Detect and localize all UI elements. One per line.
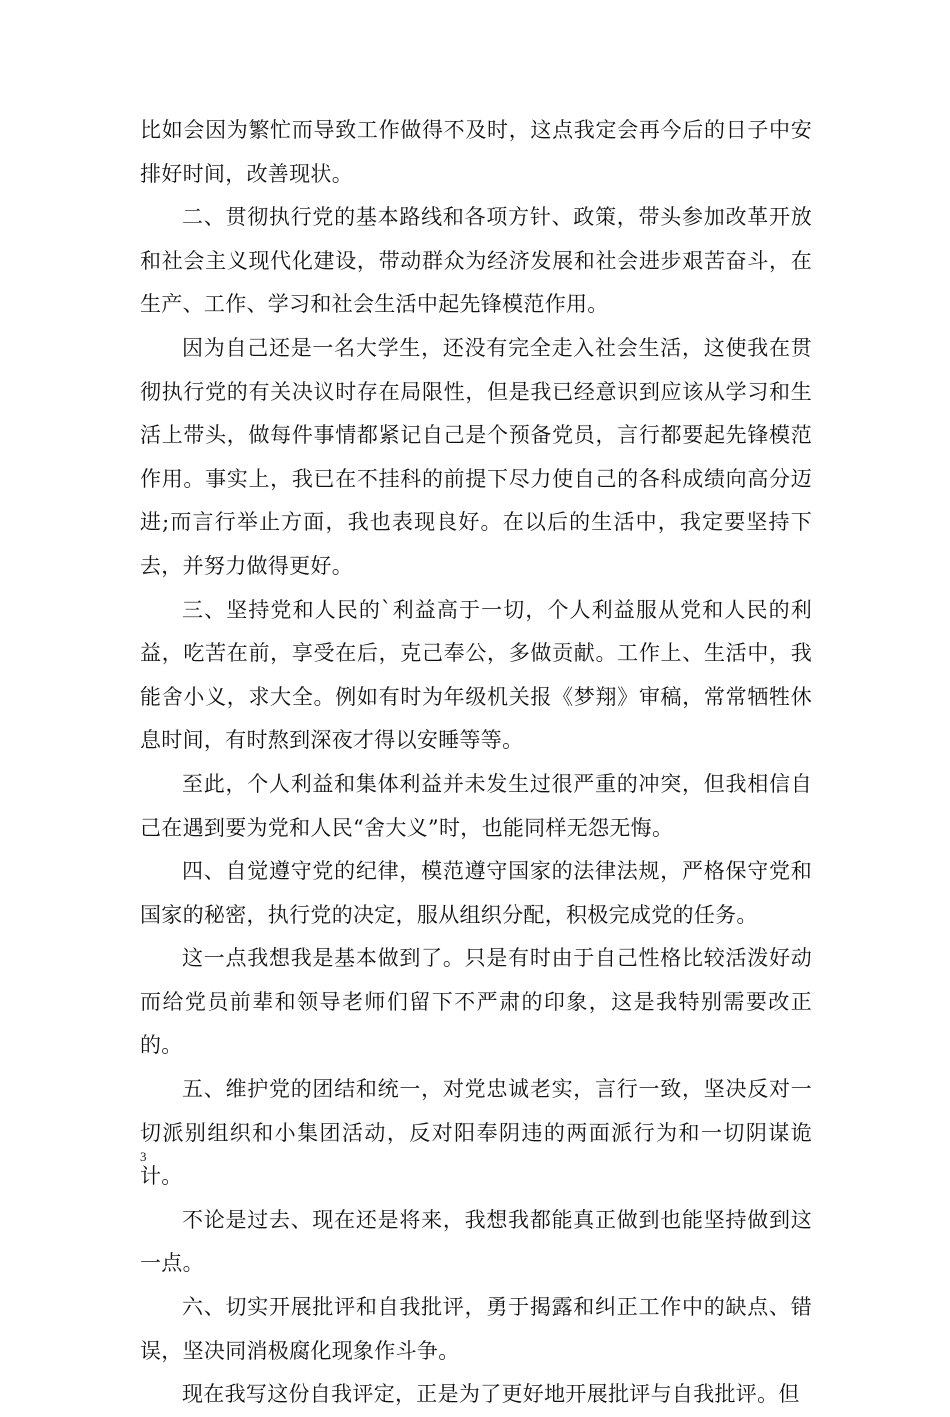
paragraph: 现在我写这份自我评定，正是为了更好地开展批评与自我批评。但 bbox=[182, 1382, 800, 1407]
paragraph: 六、切实开展批评和自我批评，勇于揭露和纠正工作中的缺点、错误，坚决同消极腐化现象作斗争。 bbox=[140, 1295, 812, 1363]
body-text bbox=[140, 109, 812, 1417]
paragraph: 二、贯彻执行党的基本路线和各项方针、政策，带头参加改革开放和社会主义现代化建设，带动群众为经济发展和社会进步艰苦奋斗，在生产、工作、学习和社会生活中起先锋模范作用。 bbox=[140, 205, 812, 317]
paragraph: 不论是过去、现在还是将来，我想我都能真正做到也能坚持做到这一点。 bbox=[140, 1207, 812, 1276]
paragraph: 至此，个人利益和集体利益并未发生过很严重的冲突，但我相信自己在遇到要为党和人民“舍大义”时，也能同样无怨无悔。 bbox=[140, 771, 812, 840]
paragraph: 因为自己还是一名大学生，还没有完全走入社会生活，这使我在贯彻执行党的有关决议时存在局限性，但是我已经意识到应该从学习和生活上带头，做每件事情都紧记自己是个预备党员，言行都要起先锋模范作用。事实上，我已在不挂科的前提下尽力使自己的各科成绩向高分迈进;而言行举止方面，我也表现良好。在以后的生活中，我定要坚持下去，并努力做得更好。 bbox=[140, 335, 812, 578]
paragraph: 比如会因为繁忙而导致工作做得不及时，这点我定会再今后的日子中安排好时间，改善现状。 bbox=[140, 118, 812, 186]
page-number: 3 bbox=[140, 1149, 147, 1164]
paragraph: 三、坚持党和人民的`利益高于一切，个人利益服从党和人民的利益，吃苦在前，享受在后，克己奉公，多做贡献。工作上、生活中，我能舍小义，求大全。例如有时为年级机关报《梦翔》审稿，常常牺牲休息时间，有时熬到深夜才得以安睡等等。 bbox=[140, 597, 812, 753]
paragraph: 四、自觉遵守党的纪律，模范遵守国家的法律法规，严格保守党和国家的秘密，执行党的决定，服从组织分配，积极完成党的任务。 bbox=[140, 859, 812, 927]
paragraph: 五、维护党的团结和统一，对党忠诚老实，言行一致，坚决反对一切派别组织和小集团活动，反对阳奉阴违的两面派行为和一切阴谋诡计。 bbox=[140, 1077, 812, 1189]
paragraph: 这一点我想我是基本做到了。只是有时由于自己性格比较活泼好动而给党员前辈和领导老师们留下不严肃的印象，这是我特别需要改正的。 bbox=[140, 946, 812, 1058]
